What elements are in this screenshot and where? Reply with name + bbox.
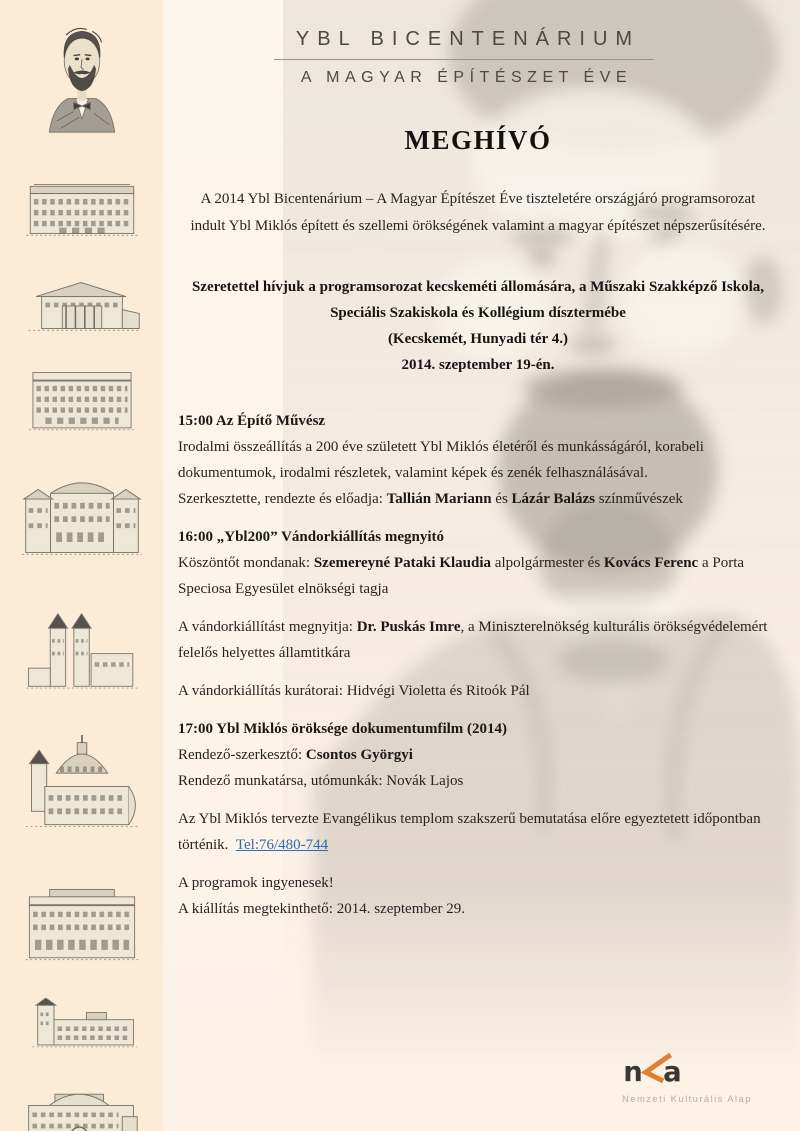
- body-text: Rendező-szerkesztő:: [178, 747, 306, 763]
- building-sketch-icon: [23, 169, 141, 239]
- body-text: színművészek: [595, 491, 683, 507]
- building-engraving-opera-house: [20, 470, 144, 567]
- body-text: a Porta Speciosa Egyesület elnökségi tagja: [178, 555, 745, 597]
- body-text: Szerkesztette, rendezte és előadja:: [178, 491, 387, 507]
- header-divider: [274, 59, 654, 60]
- invite-venue: Szeretettel hívjuk a programsorozat kecskeméti állomására, a Műszaki Szakképző Iskola, Speciális Szakiskola és Kollégium dísztermébe: [191, 279, 765, 321]
- emphasis-text: Kovács Ferenc: [603, 555, 699, 571]
- building-sketch-icon: [23, 603, 141, 699]
- emphasis-text: 16:00 „Ybl200” Vándorkiállítás megnyitó: [178, 529, 444, 545]
- program-line: [178, 678, 778, 704]
- program-line: [178, 716, 778, 742]
- body-text: , a Miniszterelnökség kulturális örökségvédelemért felelős helyettes államtitkára: [178, 619, 768, 661]
- building-engraving-pavilion: [21, 272, 143, 341]
- building-engraving-basilica-dome: [20, 726, 144, 843]
- event-header: [274, 28, 654, 87]
- emphasis-text: Csontos Györgyi: [305, 747, 413, 763]
- body-text: Irodalmi összeállítás a 200 éve született Ybl Miklós életéről és munkásságáról, korabeli dokumentumok, irodalmi részletek, valamint képek és zenék felhasználásával.: [178, 439, 704, 481]
- building-sketch-icon: [22, 877, 142, 967]
- body-text: A vándorkiállítást megnyitja:: [178, 619, 357, 635]
- ybl-miklos-portrait-engraving: [40, 16, 124, 139]
- svg-text:n: n: [623, 1056, 643, 1088]
- body-text: Az Ybl Miklós tervezte Evangélikus templom szakszerű bemutatása előre egyeztetett időpontban történik.: [178, 811, 761, 853]
- intro-paragraph: A 2014 Ybl Bicentenárium – A Magyar Építészet Éve tiszteletére országjáró programsorozat indult Ybl Miklós épített és szellemi örökségének valamint a magyar építészet népszerűsítésére.: [190, 191, 766, 234]
- program-block: [178, 716, 778, 794]
- program-line: [178, 742, 778, 768]
- building-sketch-icon: [19, 1083, 145, 1131]
- program-line: [178, 768, 778, 794]
- building-engraving-ornate-facade: [24, 357, 140, 440]
- nka-logo-mark: [622, 1051, 700, 1091]
- program-line: [178, 896, 778, 922]
- program-line: [178, 408, 778, 434]
- body-text: alpolgármester és: [491, 555, 604, 571]
- phone-link[interactable]: Tel:76/480-744: [235, 837, 329, 853]
- program-block: [178, 806, 778, 858]
- emphasis-text: Dr. Puskás Imre: [356, 619, 461, 635]
- program-line: [178, 524, 778, 550]
- body-text: A vándorkiállítás kurátorai: Hidvégi Violetta és Ritoók Pál: [178, 683, 530, 699]
- program-block: [178, 614, 778, 666]
- svg-text:a: a: [663, 1056, 682, 1088]
- body-text: és: [491, 491, 512, 507]
- body-text: Köszöntőt mondanak:: [178, 555, 314, 571]
- nka-logo: [622, 1051, 762, 1105]
- emphasis-text: Szemereyné Pataki Klaudia: [313, 555, 492, 571]
- building-sketch-icon: [21, 272, 143, 336]
- invitation-body: [163, 28, 800, 922]
- program-line: [178, 870, 778, 896]
- nka-caption: Nemzeti Kulturális Alap: [622, 1094, 752, 1105]
- building-engraving-academy-palace: [22, 877, 142, 972]
- portrait-sketch-icon: [40, 16, 124, 134]
- program-line: [178, 434, 778, 486]
- emphasis-text: 15:00 Az Építő Művész: [178, 413, 326, 429]
- invite-date: 2014. szeptember 19-én.: [401, 357, 555, 373]
- program-line: [178, 614, 778, 666]
- building-sketch-icon: [24, 357, 140, 435]
- program-block: [178, 524, 778, 602]
- event-title: YBL BICENTENÁRIUM: [295, 28, 641, 50]
- event-subtitle: A MAGYAR ÉPÍTÉSZET ÉVE: [300, 69, 633, 86]
- invite-details: [188, 274, 768, 378]
- building-sketch-icon: [19, 998, 145, 1054]
- content-area: [163, 0, 800, 1131]
- sidebar-engravings: [0, 0, 163, 1131]
- program-line: [178, 806, 778, 858]
- program-block: [178, 678, 778, 704]
- body-text: A programok ingyenesek!: [178, 875, 334, 891]
- building-sketch-icon: [20, 726, 144, 838]
- building-engraving-palace: [23, 169, 141, 244]
- program-line: [178, 486, 778, 512]
- emphasis-text: Lázár Balázs: [511, 491, 595, 507]
- building-engraving-station-tower: [19, 998, 145, 1059]
- invite-address: (Kecskemét, Hunyadi tér 4.): [387, 331, 569, 347]
- program-list: [178, 408, 778, 922]
- body-text: A kiállítás megtekinthető: 2014. szeptember 29.: [178, 901, 466, 917]
- invitation-heading: MEGHÍVÓ: [404, 125, 552, 155]
- building-engraving-twin-tower-church: [23, 603, 141, 704]
- emphasis-text: Tallián Mariann: [386, 491, 492, 507]
- body-text: Rendező munkatársa, utómunkák: Novák Lajos: [178, 773, 464, 789]
- program-block: [178, 870, 778, 922]
- program-block: [178, 408, 778, 512]
- emphasis-text: 17:00 Ybl Miklós öröksége dokumentumfilm (2014): [178, 721, 508, 737]
- building-engraving-train-hall: [19, 1083, 145, 1131]
- building-sketch-icon: [20, 470, 144, 562]
- program-line: [178, 550, 778, 602]
